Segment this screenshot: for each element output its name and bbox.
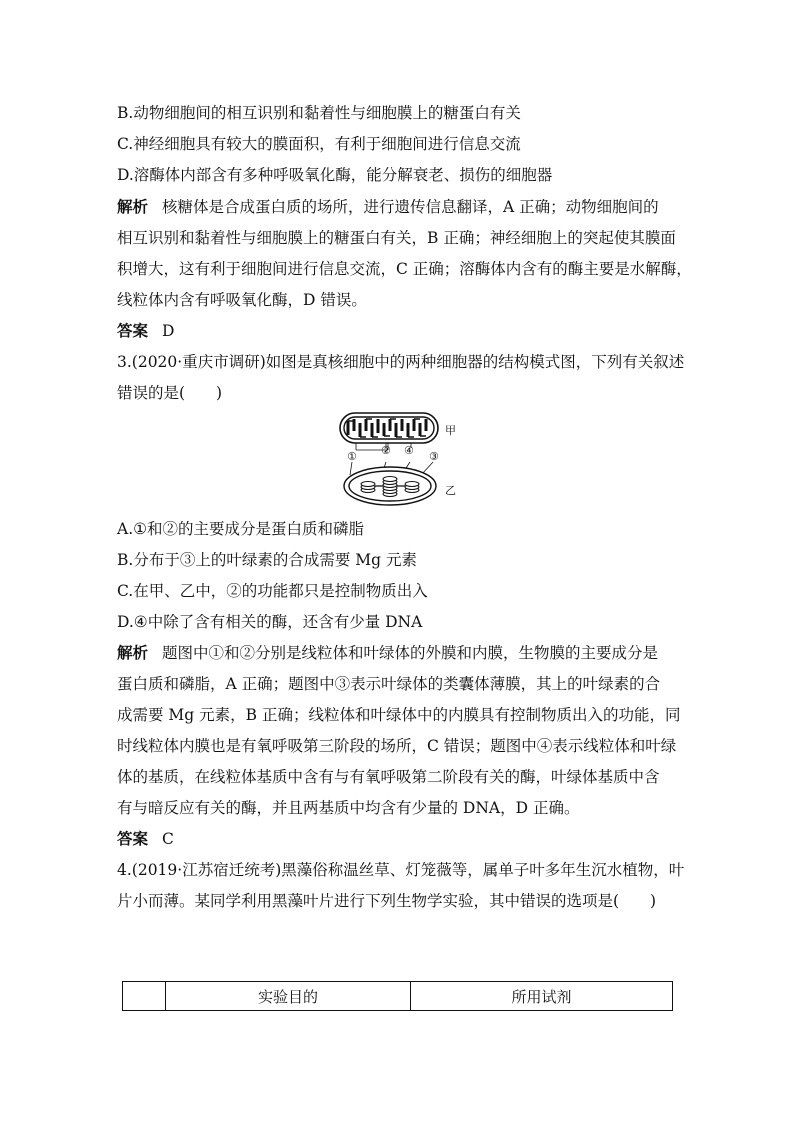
analysis-text: 相互识别和黏着性与细胞膜上的糖蛋白有关，B 正确；神经细胞上的突起使其膜面 [117, 229, 676, 247]
answer-label: 答案 [117, 829, 149, 848]
analysis-label: 解析 [117, 197, 149, 216]
answer-value: D [162, 322, 175, 340]
marker-2: ② [381, 444, 391, 457]
answer-value: C [162, 830, 174, 848]
option-c-line: C.神经细胞具有较大的膜面积，有利于细胞间进行信息交流 [117, 135, 521, 153]
analysis-text: 成需要 Mg 元素，B 正确；线粒体和叶绿体中的内膜具有控制物质出入的功能，同 [117, 706, 681, 724]
analysis-label: 解析 [117, 643, 149, 662]
analysis-text: 核糖体是合成蛋白质的场所，进行遗传信息翻译，A 正确；动物细胞间的 [162, 198, 659, 216]
q4-stem: 片小而薄。某同学利用黑藻叶片进行下列生物学实验，其中错误的选项是( ) [117, 892, 657, 910]
analysis-text: 体的基质，在线粒体基质中含有与有氧呼吸第二阶段有关的酶，叶绿体基质中含 [117, 768, 660, 786]
table-header-reagent: 所用试剂 [411, 982, 673, 1011]
analysis-text: 题图中①和②分别是线粒体和叶绿体的外膜和内膜，生物膜的主要成分是 [162, 644, 659, 662]
analysis-text: 蛋白质和磷脂，A 正确；题图中③表示叶绿体的类囊体薄膜，其上的叶绿素的合 [117, 675, 661, 693]
option-b-line: B.动物细胞间的相互识别和黏着性与细胞膜上的糖蛋白有关 [117, 104, 521, 122]
experiment-table [122, 981, 673, 1011]
q3-option-c: C.在甲、乙中，②的功能都只是控制物质出入 [117, 582, 428, 600]
organelle-diagram [332, 410, 466, 508]
answer-label: 答案 [117, 321, 149, 340]
table-header-row [123, 982, 673, 1011]
q3-option-a: A.①和②的主要成分是蛋白质和磷脂 [117, 520, 365, 538]
marker-1: ① [347, 450, 357, 463]
mitochondrion-jia [340, 413, 438, 443]
q3-option-d: D.④中除了含有相关的酶，还含有少量 DNA [117, 613, 423, 631]
label-yi: 乙 [445, 485, 456, 497]
q4-stem: 4.(2019·江苏宿迁统考)黑藻俗称温丝草、灯笼薇等，属单子叶多年生沉水植物，叶 [117, 861, 685, 879]
table-header-purpose: 实验目的 [166, 982, 411, 1011]
analysis-text: 积增大，这有利于细胞间进行信息交流，C 正确；溶酶体内含有的酶主要是水解酶， [117, 260, 692, 278]
q3-stem: 3.(2020·重庆市调研)如图是真核细胞中的两种细胞器的结构模式图，下列有关叙述 [117, 353, 685, 371]
q3-option-b: B.分布于③上的叶绿素的合成需要 Mg 元素 [117, 551, 417, 569]
chloroplast-yi [344, 467, 436, 505]
q3-answer [117, 829, 174, 849]
q3-stem: 错误的是( ) [117, 384, 223, 402]
option-d-line: D.溶酶体内部含有多种呼吸氧化酶，能分解衰老、损伤的细胞器 [117, 166, 553, 184]
analysis-text: 有与暗反应有关的酶，并且两基质中均含有少量的 DNA，D 正确。 [117, 799, 580, 817]
table-header-index [123, 982, 166, 1011]
analysis-text: 线粒体内含有呼吸氧化酶，D 错误。 [117, 291, 367, 309]
q2-answer [117, 321, 174, 341]
marker-4: ④ [404, 444, 414, 457]
analysis-text: 时线粒体内膜也是有氧呼吸第三阶段的场所，C 错误；题图中④表示线粒体和叶绿 [117, 737, 677, 755]
label-jia: 甲 [445, 425, 456, 437]
marker-3: ③ [429, 450, 439, 463]
